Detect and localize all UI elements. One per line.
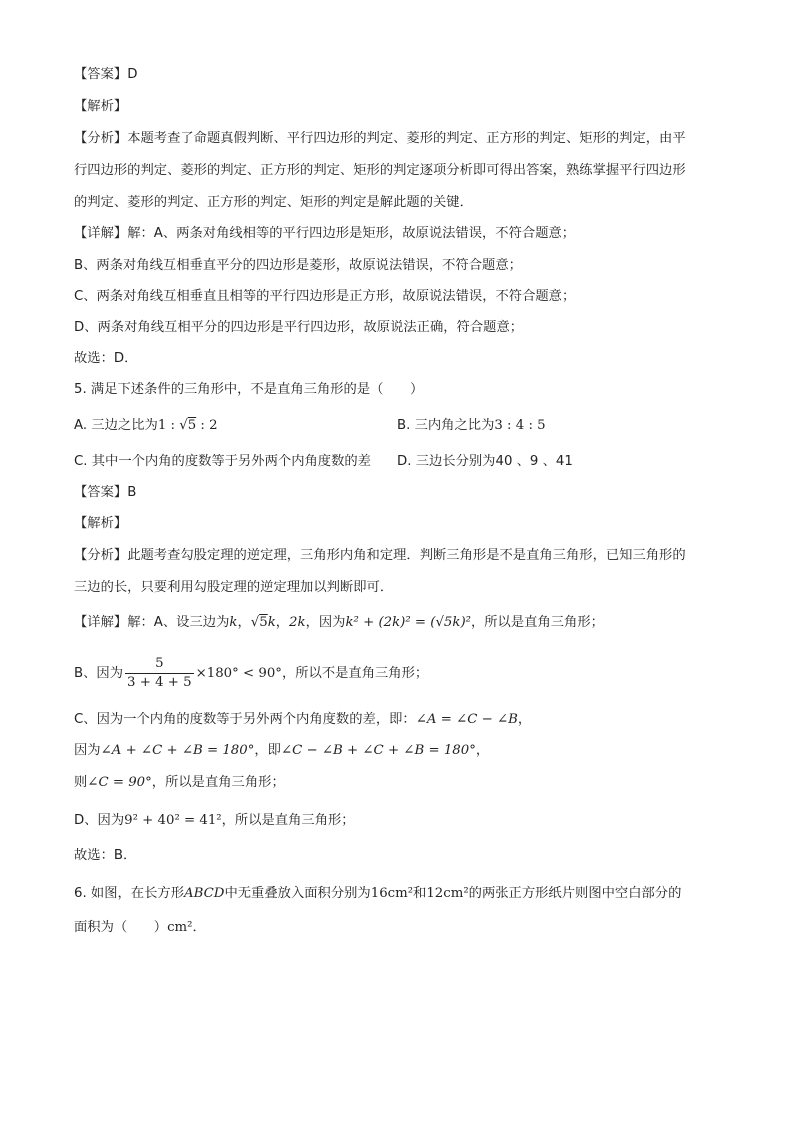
answer-value: B [127, 485, 137, 500]
math-equation: ∠C = 90° [87, 775, 152, 790]
q6-stem-line-1 [74, 884, 681, 904]
analysis-text: 本题考查了命题真假判断、平行四边形的判定、菱形的判定、正方形的判定、矩形的判定，由平 [127, 131, 686, 146]
question-stem: 面积为（ ） [74, 920, 168, 935]
q5-answer-line [74, 483, 136, 503]
q5-jiexi-line [74, 514, 127, 534]
math-equation: 9² + 40² = 41² [124, 813, 222, 828]
q5-analysis-line-2 [74, 578, 393, 598]
detail-text: D、因为 [74, 813, 125, 828]
math-equation: k² + (2k)² = (√5k)² [345, 615, 471, 630]
q4-answer-line [74, 65, 137, 85]
q4-detail-line-a [74, 224, 575, 244]
question-stem: 6. 如图，在长方形 [74, 886, 184, 901]
analysis-text: 三边的长，只要利用勾股定理的逆定理加以判断即可． [74, 580, 394, 595]
detail-text: ， [475, 743, 490, 758]
option-text: 三边之比为 [91, 418, 158, 433]
area-value: 12cm² [426, 886, 469, 901]
q4-detail-line-c [74, 287, 575, 307]
detail-text: C、两条对角线互相垂直且相等的平行四边形是正方形，故原说法错误，不符合题意； [74, 289, 576, 304]
answer-value: D [127, 67, 138, 82]
q5-detail-line-a [74, 613, 604, 633]
option-text: 其中一个内角的度数等于另外两个内角度数的差 [91, 454, 371, 469]
ratio-part: : 2 [196, 418, 218, 433]
q4-analysis-line-2 [74, 161, 686, 181]
detail-text: ，因为 [305, 615, 346, 630]
detail-text: ，所以不是直角三角形； [281, 666, 429, 681]
question-stem: 中无重叠放入面积分别为 [224, 886, 371, 901]
separator: ， [237, 615, 251, 630]
fraction [125, 655, 194, 692]
detail-tag: 【详解】 [74, 615, 128, 630]
q4-analysis-line-3 [74, 193, 473, 213]
detail-text: ， [517, 712, 532, 727]
q5-detail-line-d [74, 811, 355, 831]
analysis-text: 行四边形的判定、菱形的判定、正方形的判定、矩形的判定逐项分析即可得出答案，熟练掌握平行四边形 [74, 163, 686, 178]
jiexi-tag: 【解析】 [74, 99, 128, 114]
answer-tag: 【答案】 [74, 67, 128, 82]
q4-analysis-line-1 [74, 129, 686, 149]
analysis-text: 此题考查勾股定理的逆定理，三角形内角和定理．判断三角形是不是直角三角形，已知三角形的 [127, 548, 686, 563]
area-value: 16cm² [370, 886, 414, 901]
q5-detail-line-b [74, 654, 428, 694]
detail-text: 因为 [74, 743, 101, 758]
q4-choose-line [74, 349, 137, 369]
sqrt-symbol: √ [250, 615, 260, 630]
math-equation: ∠A = ∠C − ∠B [415, 712, 518, 727]
detail-text: 解：A、两条对角线相等的平行四边形是矩形，故原说法错误，不符合题意； [127, 226, 576, 241]
q4-jiexi-line [74, 97, 127, 117]
q5-option-d [397, 452, 573, 472]
q5-analysis-line-1 [74, 546, 686, 566]
detail-text: C、因为一个内角的度数等于另外两个内角度数的差，即： [74, 712, 416, 727]
q6-stem-line-2 [74, 918, 206, 938]
math-var: 2k [289, 615, 306, 630]
analysis-tag: 【分析】 [74, 548, 128, 563]
detail-text: ，所以是直角三角形； [221, 813, 355, 828]
radicand: 5 [187, 418, 197, 433]
unit: cm² [167, 920, 193, 935]
question-stem: ． [192, 920, 206, 935]
fraction-denominator: 3 + 4 + 5 [127, 674, 192, 690]
q4-detail-line-b [74, 256, 522, 276]
q5-detail-line-c3 [74, 773, 285, 793]
option-text: 三内角之比为 [414, 418, 495, 433]
ratio-math: 3 : 4 : 5 [494, 418, 546, 433]
detail-text: 则 [74, 775, 88, 790]
detail-text: ，所以是直角三角形； [470, 615, 604, 630]
jiexi-tag: 【解析】 [74, 516, 128, 531]
option-label: A. [74, 418, 88, 433]
choose-text: 故选：D． [74, 351, 138, 366]
q5-option-a [74, 416, 218, 436]
q5-stem [74, 380, 423, 400]
question-stem: 的两张正方形纸片则图中空白部分的 [468, 886, 682, 901]
detail-text: 解：A、设三边为 [127, 615, 230, 630]
math-equation: ∠A + ∠C + ∠B = 180° [100, 743, 255, 758]
math-equation: ∠C − ∠B + ∠C + ∠B = 180° [280, 743, 476, 758]
question-stem: 和 [413, 886, 427, 901]
fraction-numerator: 5 [125, 655, 194, 674]
q4-detail-line-d [74, 318, 523, 338]
math-var: k [267, 615, 276, 630]
math-label: ABCD [184, 886, 225, 901]
analysis-text: 的判定、菱形的判定、正方形的判定、矩形的判定是解此题的关键． [74, 195, 473, 210]
math-var: k [229, 615, 238, 630]
q5-detail-line-c2 [74, 741, 489, 761]
detail-text: D、两条对角线互相平分的四边形是平行四边形，故原说法正确，符合题意； [74, 320, 524, 335]
analysis-tag: 【分析】 [74, 131, 128, 146]
option-label: C. [74, 454, 88, 469]
radicand: 5 [259, 615, 268, 630]
q5-detail-line-c1 [74, 710, 531, 730]
detail-text: ，即 [254, 743, 281, 758]
detail-tag: 【详解】 [74, 226, 128, 241]
choose-text: 故选：B． [74, 848, 137, 863]
math-expression: ×180° < 90° [195, 666, 282, 681]
detail-text: ，所以是直角三角形； [151, 775, 285, 790]
answer-tag: 【答案】 [74, 485, 128, 500]
separator: ， [275, 615, 290, 630]
q5-choose-line [74, 846, 136, 866]
q5-option-c [74, 452, 371, 472]
option-label: D. [397, 454, 412, 469]
option-text: 三边长分别为40 、9 、41 [415, 454, 573, 469]
detail-text: B、因为 [74, 666, 124, 681]
question-stem: 5. 满足下述条件的三角形中，不是直角三角形的是（ ） [74, 382, 424, 397]
q5-option-b [397, 416, 546, 436]
ratio-part: 1 : [157, 418, 180, 433]
sqrt-symbol: √ [179, 418, 188, 433]
detail-text: B、两条对角线互相垂直平分的四边形是菱形，故原说法错误，不符合题意； [74, 258, 522, 273]
option-label: B. [397, 418, 411, 433]
